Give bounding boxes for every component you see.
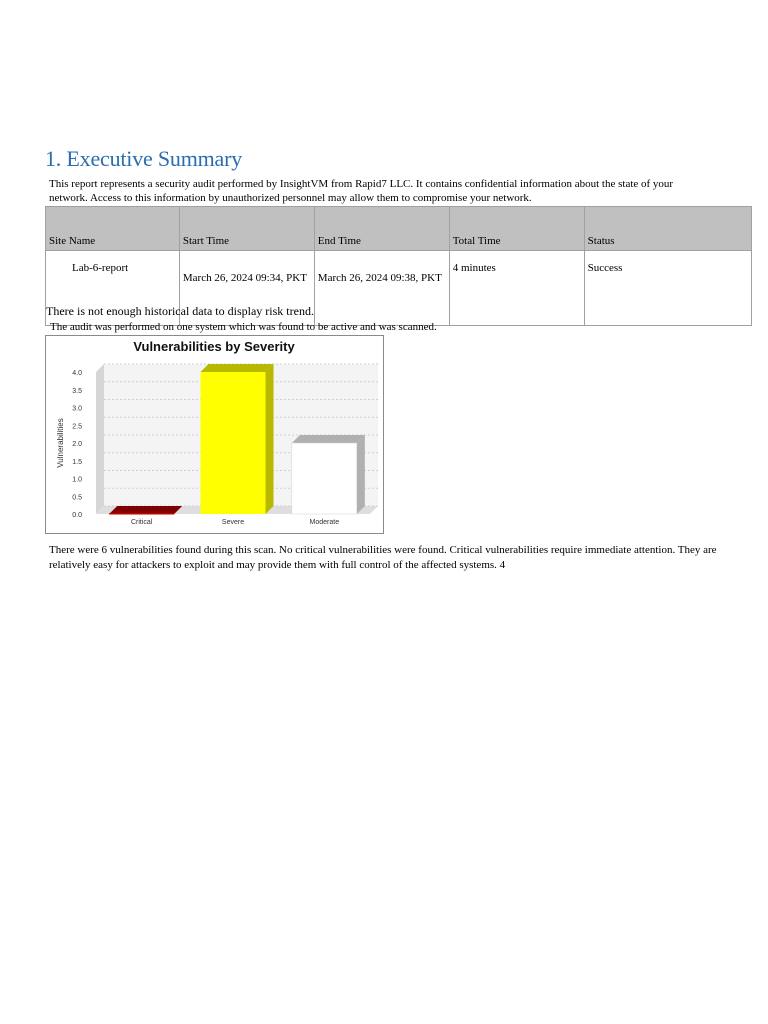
bar-base <box>109 513 174 515</box>
cell-end-time: March 26, 2024 09:38, PKT <box>314 251 449 326</box>
table-header-row <box>46 207 752 251</box>
y-tick-label: 0.0 <box>72 512 82 519</box>
cell-status: Success <box>584 251 751 326</box>
cell-start-time: March 26, 2024 09:34, PKT <box>179 251 314 326</box>
vulnerabilities-chart <box>45 335 384 534</box>
header-end-time: End Time <box>314 207 449 251</box>
cell-total-time: 4 minutes <box>449 251 584 326</box>
chart-svg <box>46 336 383 533</box>
x-tick-label: Moderate <box>309 519 340 526</box>
header-status: Status <box>584 207 751 251</box>
y-tick-label: 2.5 <box>72 423 82 431</box>
bar-side <box>357 435 365 514</box>
summary-paragraph: There were 6 vulnerabilities found during this scan. No critical vulnerabilities were found. Critical vulnerabilities require immediate attention. They are relatively easy for attackers to exploit and may provide them with full control of the affected systems. 4 <box>49 544 717 571</box>
risk-trend-text: There is not enough historical data to display risk trend. <box>46 304 314 318</box>
x-tick-label: Critical <box>130 519 153 526</box>
bar-top <box>201 364 274 372</box>
y-tick-label: 0.5 <box>72 494 82 502</box>
header-site-name: Site Name <box>46 207 180 251</box>
x-tick-label: Severe <box>221 519 245 526</box>
y-tick-label: 4.0 <box>72 370 82 377</box>
chart-title: Vulnerabilities by Severity <box>133 339 295 354</box>
y-tick-label: 1.0 <box>72 476 82 484</box>
intro-paragraph: This report represents a security audit performed by InsightVM from Rapid7 LLC. It contains confidential information about the state of your network. Access to this information by unauthorized personnel may allow them to compromise your network. <box>49 178 674 204</box>
section-number: 1. <box>45 146 62 171</box>
audit-text: The audit was performed on one system which was found to be active and was scanned. <box>50 321 437 333</box>
y-axis-label: Vulnerabilities <box>56 418 65 468</box>
y-tick-label: 2.0 <box>72 441 82 448</box>
y-tick-label: 3.0 <box>72 405 82 413</box>
bar-moderate <box>292 443 357 514</box>
cell-site-name: Lab-6-report <box>46 251 180 326</box>
section-heading <box>45 146 242 172</box>
bar-severe <box>201 372 266 514</box>
bar-critical <box>109 506 182 514</box>
header-total-time: Total Time <box>449 207 584 251</box>
chart-side-wall <box>96 364 104 514</box>
bar-top <box>292 435 365 443</box>
bar-side <box>266 364 274 514</box>
y-tick-label: 3.5 <box>72 387 82 395</box>
section-title: Executive Summary <box>66 146 243 171</box>
header-start-time: Start Time <box>179 207 314 251</box>
y-tick-label: 1.5 <box>72 458 82 466</box>
